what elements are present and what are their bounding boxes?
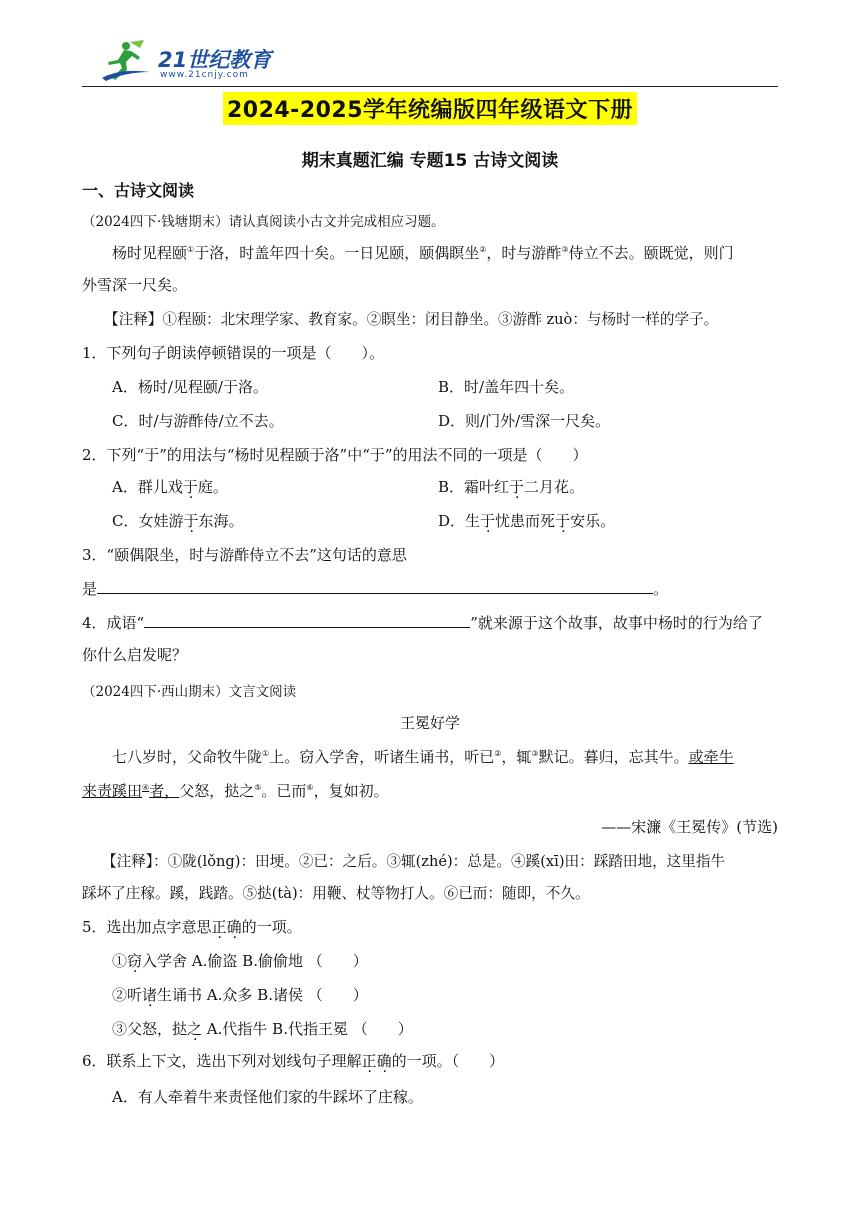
dotted-char: 确: [376, 1052, 392, 1070]
q1-option-a: A．杨时/见程颐/于洛。: [112, 378, 268, 396]
question-1: 1．下列句子朗读停顿错误的一项是（ ）。: [82, 344, 385, 362]
annotation-1: 【注释】①程颐：北宋理学家、教育家。②瞑坐：闭目静坐。③游酢 zuò：与杨时一样的学子。: [104, 311, 719, 328]
q5-item-2: [82, 984, 778, 1005]
question-4: [82, 612, 778, 633]
dotted-char: 正: [361, 1052, 377, 1070]
question-4-line-2: 你什么启发呢？: [82, 646, 188, 664]
text-run: 4．成语“: [82, 614, 145, 632]
logo: [100, 38, 280, 86]
text-run: A.代指牛 B.代指王冕 （ ）: [202, 1020, 413, 1038]
footnote-marker: ①: [262, 749, 270, 758]
text-run: 侍立不去。颐既觉，则门: [568, 244, 734, 262]
text-run: 是: [82, 580, 98, 598]
q1-option-c: C．时/与游酢侍/立不去。: [112, 412, 284, 430]
dotted-char: 于: [509, 478, 525, 496]
text-run: ”就来源于这个故事，故事中杨时的行为给了: [470, 614, 763, 632]
footnote-marker: ①: [187, 245, 195, 254]
q1-option-b: B．时/盖年四十矣。: [438, 378, 575, 396]
dotted-char: 于: [555, 512, 571, 530]
underlined-sentence: 来责蹊田: [82, 782, 143, 800]
header-rule: [82, 86, 778, 87]
dotted-char: 窃: [127, 952, 143, 970]
question-3: 3．“颐偶限坐，时与游酢侍立不去”这句话的意思: [82, 546, 407, 564]
passage-1-line-2: 外雪深一尺矣。: [82, 276, 188, 294]
q2-option-d: [438, 510, 615, 531]
passage-1-line-1: [82, 242, 778, 263]
text-run: ，复如初。: [313, 782, 389, 800]
text-run: 于洛，时盖年四十矣。一日见颐，颐偶瞑坐: [194, 244, 480, 262]
q2-option-b: [438, 476, 584, 497]
text-run: ，时与游酢: [486, 244, 562, 262]
text-run: 二月花。: [524, 478, 585, 496]
source-note-1: （2024四下·钱塘期末）请认真阅读小古文并完成相应习题。: [82, 214, 445, 230]
answer-blank[interactable]: [97, 579, 653, 594]
text-run: 七八岁时，父命牧牛陇: [112, 748, 263, 766]
footnote-marker: ⑥: [306, 783, 314, 792]
dotted-char: 诸: [142, 986, 158, 1004]
underlined-sentence: 者，: [149, 782, 180, 800]
footnote-marker: ②: [494, 749, 502, 758]
text-run: 默记。暮归，忘其牛。: [538, 748, 689, 766]
text-run: 入学舍 A.偷盗 B.偷偷地 （ ）: [142, 952, 368, 970]
source-note-2: （2024四下·西山期末）文言文阅读: [82, 684, 297, 700]
runner-logo-icon: [100, 38, 156, 82]
text-run: 生诵书 A.众多 B.诸侯 （ ）: [157, 986, 368, 1004]
dotted-char: 于: [183, 512, 199, 530]
text-run: 。已而: [261, 782, 307, 800]
text-run: ①: [112, 952, 128, 970]
passage-2-line-2: [82, 780, 778, 801]
section-heading: 一、古诗文阅读: [82, 181, 195, 200]
text-run: ③父怒，挞: [112, 1020, 188, 1038]
text-run: B．霜叶红: [438, 478, 510, 496]
text-run: 上。窃入学舍，听诸生诵书，听已: [269, 748, 495, 766]
dotted-char: 之: [187, 1020, 203, 1038]
dotted-char: 于: [480, 512, 496, 530]
footnote-marker: ④: [142, 783, 150, 792]
footnote-marker: ⑤: [254, 783, 262, 792]
question-5: [82, 916, 778, 937]
text-run: 的一项。（ ）: [391, 1052, 505, 1070]
question-6: [82, 1050, 778, 1071]
logo-text: 21世纪教育: [158, 48, 272, 72]
page-title: 2024-2025学年统编版四年级语文下册: [223, 92, 637, 125]
passage-2-line-1: [82, 746, 778, 767]
text-run: 的一项。: [241, 918, 302, 936]
q2-option-c: [82, 510, 778, 531]
text-run: A．群儿戏: [112, 478, 183, 496]
text-run: 忧患而死: [495, 512, 556, 530]
text-run: 5．选出加点字意思: [82, 918, 212, 936]
q5-item-3: [82, 1018, 778, 1039]
text-run: 父怒，挞之: [179, 782, 255, 800]
q1-option-d: D．则/门外/雪深一尺矣。: [438, 412, 611, 430]
dotted-char: 正: [211, 918, 227, 936]
question-3-answer-line: [82, 578, 778, 599]
q2-option-a: [82, 476, 778, 497]
answer-blank[interactable]: [144, 613, 470, 628]
q6-option-a: A．有人牵着牛来责怪他们家的牛踩坏了庄稼。: [112, 1088, 423, 1106]
passage-2-title: 王冕好学: [399, 714, 460, 732]
text-run: 安乐。: [570, 512, 616, 530]
question-2: 2．下列“于”的用法与“杨时见程颐于洛”中“于”的用法不同的一项是（ ）: [82, 446, 588, 464]
page-subtitle: 期末真题汇编 专题15 古诗文阅读: [301, 151, 559, 171]
underlined-sentence: 或牵牛: [688, 748, 734, 766]
footnote-marker: ②: [479, 245, 487, 254]
text-run: 。: [653, 580, 669, 598]
annotation-2-line-2: 踩坏了庄稼。蹊，践踏。⑤挞(tà)：用鞭、杖等物打人。⑥已而：随即，不久。: [82, 885, 590, 902]
q5-item-1: [82, 950, 778, 971]
text-run: ，辄: [501, 748, 532, 766]
dotted-char: 确: [226, 918, 242, 936]
text-run: 庭。: [197, 478, 228, 496]
logo-url: www.21cnjy.com: [160, 70, 249, 80]
passage-2-attribution: ——宋濂《王冕传》(节选): [601, 818, 778, 836]
text-run: 东海。: [198, 512, 244, 530]
title-wrap: [0, 92, 860, 125]
text-run: 6．联系上下文，选出下列对划线句子理解: [82, 1052, 362, 1070]
dotted-char: 于: [182, 478, 198, 496]
annotation-2-line-1: 【注释】：①陇(lǒng)：田埂。②已：之后。③辄(zhé)：总是。④蹊(xī)田：踩踏田地，这里指牛: [102, 853, 726, 870]
text-run: D．生: [438, 512, 481, 530]
footnote-marker: ③: [531, 749, 539, 758]
text-run: 杨时见程颐: [112, 244, 188, 262]
text-run: C．女娃游: [112, 512, 184, 530]
footnote-marker: ③: [561, 245, 569, 254]
text-run: ②听: [112, 986, 143, 1004]
